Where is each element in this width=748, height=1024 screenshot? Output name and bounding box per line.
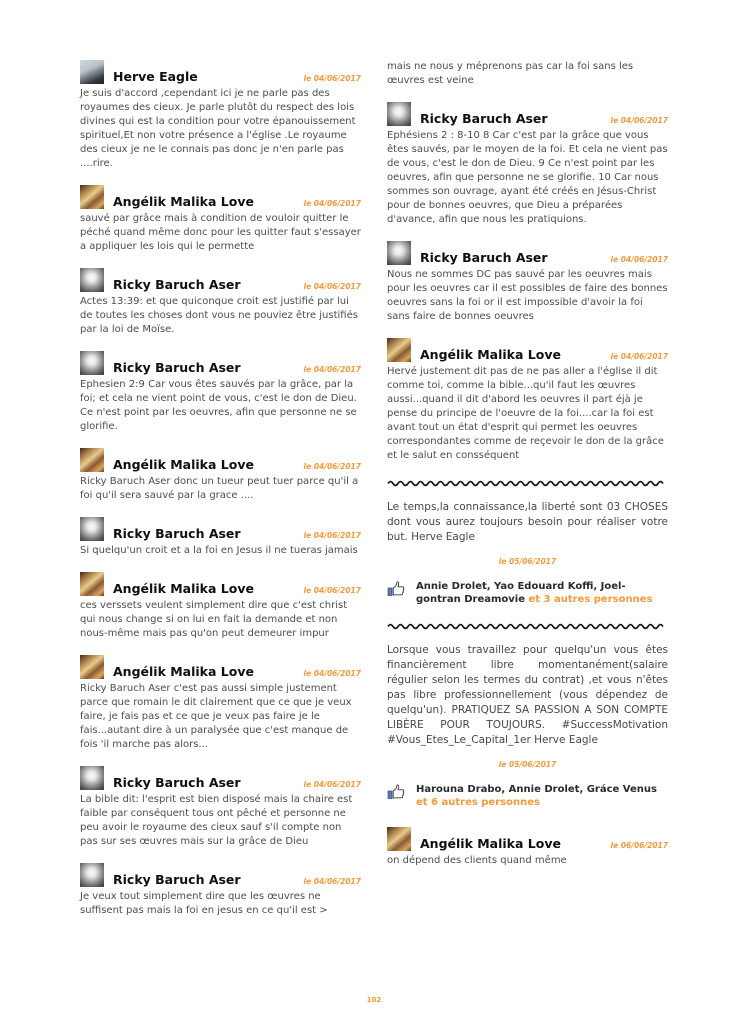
- comment-date: le 04/06/2017: [303, 780, 361, 789]
- comment-date: le 06/06/2017: [610, 841, 668, 850]
- avatar: [80, 863, 104, 887]
- comment: [80, 351, 361, 434]
- post-date: le 05/06/2017: [498, 760, 557, 769]
- comment-body: sauvé par grâce mais à condition de vouloir quitter le péché quand même donc pour les quitter faut s'essayer a appliquer les lois qui le permette: [80, 213, 361, 252]
- avatar: [80, 766, 104, 790]
- comment-body: La bible dit: l'esprit est bien disposé mais la chaire est faible par conséquent tous ont pêché et personne ne peu avoir le royaume des cieux sauf s'il compte non pas sur ses œuvres mais sur la grâce de Dieu: [80, 794, 353, 847]
- comment-body: Je veux tout simplement dire que les œuvres ne suffisent pas mais la foi en jesus en ce qu'il est >: [80, 891, 328, 916]
- two-column-layout: [80, 60, 668, 932]
- comment-author: Ricky Baruch Aser: [113, 873, 241, 887]
- comment-author: Ricky Baruch Aser: [420, 112, 548, 126]
- comment-header: [80, 572, 361, 596]
- comment-date: le 04/06/2017: [610, 255, 668, 264]
- avatar: [80, 572, 104, 596]
- comment-date: le 04/06/2017: [303, 462, 361, 471]
- avatar: [387, 102, 411, 126]
- comment-header: [80, 268, 361, 292]
- comment-header: [387, 338, 668, 362]
- comment-author: Ricky Baruch Aser: [113, 527, 241, 541]
- comment-body: Ricky Baruch Aser donc un tueur peut tuer parce qu'il a foi qu'il sera sauvé par la grace ....: [80, 476, 359, 501]
- comment-author: Angélik Malika Love: [113, 458, 254, 472]
- comment: [80, 655, 361, 752]
- comment-date: le 04/06/2017: [303, 282, 361, 291]
- comment-header: [80, 351, 361, 375]
- likers-more: et 6 autres personnes: [416, 797, 540, 808]
- comment-header: [80, 766, 361, 790]
- comment-header: [80, 517, 361, 541]
- right-column: [387, 60, 668, 932]
- comment: [80, 448, 361, 503]
- comment-header: [80, 60, 361, 84]
- avatar: [80, 185, 104, 209]
- avatar: [80, 517, 104, 541]
- avatar: [80, 448, 104, 472]
- comment: [80, 572, 361, 641]
- avatar: [387, 827, 411, 851]
- comment-author: Ricky Baruch Aser: [113, 361, 241, 375]
- comment: [80, 60, 361, 171]
- comment-body: on dépend des clients quand même: [387, 855, 567, 866]
- comment: [387, 102, 668, 227]
- comment-body: Je suis d'accord ,cependant ici je ne parle pas des royaumes des cieux. Je parle plutôt du respect des lois divines qui est la condition pour votre épanouissement spirituel,Et non votre présence a l'église .Le royaume des cieux je ne le connais pas donc je n'en parle pas ....rire.: [80, 88, 356, 169]
- comment-body: Ephesien 2:9 Car vous êtes sauvés par la grâce, par la foi; et cela ne vient point de vous, c'est le don de Dieu. Ce n'est point par les oeuvres, afin que personne ne se glorifie.: [80, 379, 357, 432]
- comment-body: Ricky Baruch Aser c'est pas aussi simple justement parce que romain le dit clairement que ce que je veux faire, je fais pas et ce que je veux pas faire je le fais...autant dire à un paralysée que c'est manque de fois 'il marche pas alors...: [80, 683, 352, 750]
- comment-author: Ricky Baruch Aser: [113, 776, 241, 790]
- comment-header: [80, 185, 361, 209]
- post-text: Le temps,la connaissance,la liberté sont 03 CHOSES dont vous aurez toujours besoin pour réaliser votre but. Herve Eagle: [387, 501, 668, 543]
- page-number: 102: [366, 996, 382, 1004]
- comment-author: Angélik Malika Love: [113, 582, 254, 596]
- comment-date: le 04/06/2017: [610, 116, 668, 125]
- thumbs-up-icon: [387, 578, 407, 598]
- comment-header: [80, 655, 361, 679]
- avatar: [387, 241, 411, 265]
- comment-author: Angélik Malika Love: [420, 348, 561, 362]
- avatar: [80, 268, 104, 292]
- comment-author: Angélik Malika Love: [113, 195, 254, 209]
- comment: [387, 241, 668, 324]
- liker-names: Harouna Drabo, Annie Drolet, Gráce Venus: [416, 784, 657, 795]
- comment: [387, 827, 668, 868]
- comment: [80, 268, 361, 337]
- comment-header: [80, 448, 361, 472]
- comment-date: le 04/06/2017: [610, 352, 668, 361]
- comment-header: [387, 241, 668, 265]
- comment-date: le 04/06/2017: [303, 586, 361, 595]
- comment-date: le 04/06/2017: [303, 877, 361, 886]
- comment-body: Nous ne sommes DC pas sauvé par les oeuvres mais pour les oeuvres car il est possibles de faire des bonnes oeuvres sans la foi or il est impossible d'avoir la foi sans faire de bonnes oeuvres: [387, 269, 668, 322]
- likers: [416, 578, 668, 606]
- comment-body: ces verssets veulent simplement dire que c'est christ qui nous change si on lui en fait la demande et non nous-même mais pas qu'on peut demeurer impur: [80, 600, 348, 639]
- like-row: [387, 781, 668, 809]
- comment-author: Angélik Malika Love: [420, 837, 561, 851]
- wavy-divider: [387, 622, 668, 630]
- comment-body: Si quelqu'un croit et a la foi en Jesus il ne tueras jamais: [80, 545, 358, 556]
- post-date: le 05/06/2017: [498, 557, 557, 566]
- comment-date: le 04/06/2017: [303, 365, 361, 374]
- likers: [416, 781, 668, 809]
- avatar: [80, 655, 104, 679]
- comment-header: [387, 827, 668, 851]
- comment-body: Actes 13:39: et que quiconque croit est justifié par lui de toutes les choses dont vous ne pouviez être justifiés par la loi de Moïse.: [80, 296, 358, 335]
- comment-continuation-text: mais ne nous y méprenons pas car la foi sans les œuvres est veine: [387, 61, 634, 86]
- comment: [387, 338, 668, 463]
- comment-header: [80, 863, 361, 887]
- left-column: [80, 60, 361, 932]
- comment-body: Hervé justement dit pas de ne pas aller a l'église il dit comme toi, comme la bible...qu'il faut les œuvres aussi...quand il dit d'abord les oeuvres il part éjà je pense du principe de l'oeuvre de la foi....car la foi est avant tout un état d'esprit qui permet les oeuvres correspondantes comme de reçevoir le don de la grâce et le salut en consséquent: [387, 366, 664, 461]
- comment-date: le 04/06/2017: [303, 531, 361, 540]
- comment-body: Ephésiens 2 : 8-10 8 Car c'est par la grâce que vous êtes sauvés, par le moyen de la foi. Et cela ne vient pas de vous, c'est le don de Dieu. 9 Ce n'est point par les oeuvres, afin que personne ne se glorifie. 10 Car nous sommes son ouvrage, ayant été créés en Jésus-Christ pour de bonnes oeuvres, que Dieu a préparées d'avance, afin que nous les pratiquions.: [387, 130, 668, 225]
- like-row: [387, 578, 668, 606]
- comment: [80, 863, 361, 918]
- thumbs-up-icon: [387, 781, 407, 801]
- avatar: [80, 60, 104, 84]
- comment-date: le 04/06/2017: [303, 669, 361, 678]
- likers-more: et 3 autres personnes: [525, 594, 653, 605]
- comment: [80, 766, 361, 849]
- comment-author: Herve Eagle: [113, 70, 198, 84]
- comment-author: Angélik Malika Love: [113, 665, 254, 679]
- comment: [80, 185, 361, 254]
- avatar: [80, 351, 104, 375]
- comment-date: le 04/06/2017: [303, 74, 361, 83]
- comment: [80, 517, 361, 558]
- comment-header: [387, 102, 668, 126]
- comment-author: Ricky Baruch Aser: [420, 251, 548, 265]
- comment-author: Ricky Baruch Aser: [113, 278, 241, 292]
- post-text: Lorsque vous travaillez pour quelqu'un vous êtes financièrement libre momentanément(salaire régulier selon les termes du contrat) ,et vous n'êtes pas libre professionnellement (vous dépendez de quelqu'un). PRATIQUEZ SA PASSION A SON COMPTE LIBÈRE POUR TOUJOURS. #SuccessMotivation #Vous_Etes_Le_Capital_1er Herve Eagle: [387, 644, 668, 746]
- avatar: [387, 338, 411, 362]
- wavy-divider: [387, 479, 668, 487]
- comment-date: le 04/06/2017: [303, 199, 361, 208]
- liker-names: Annie Drolet, Yao Edouard Koffi, Joel-gontran Dreamovie: [416, 581, 626, 605]
